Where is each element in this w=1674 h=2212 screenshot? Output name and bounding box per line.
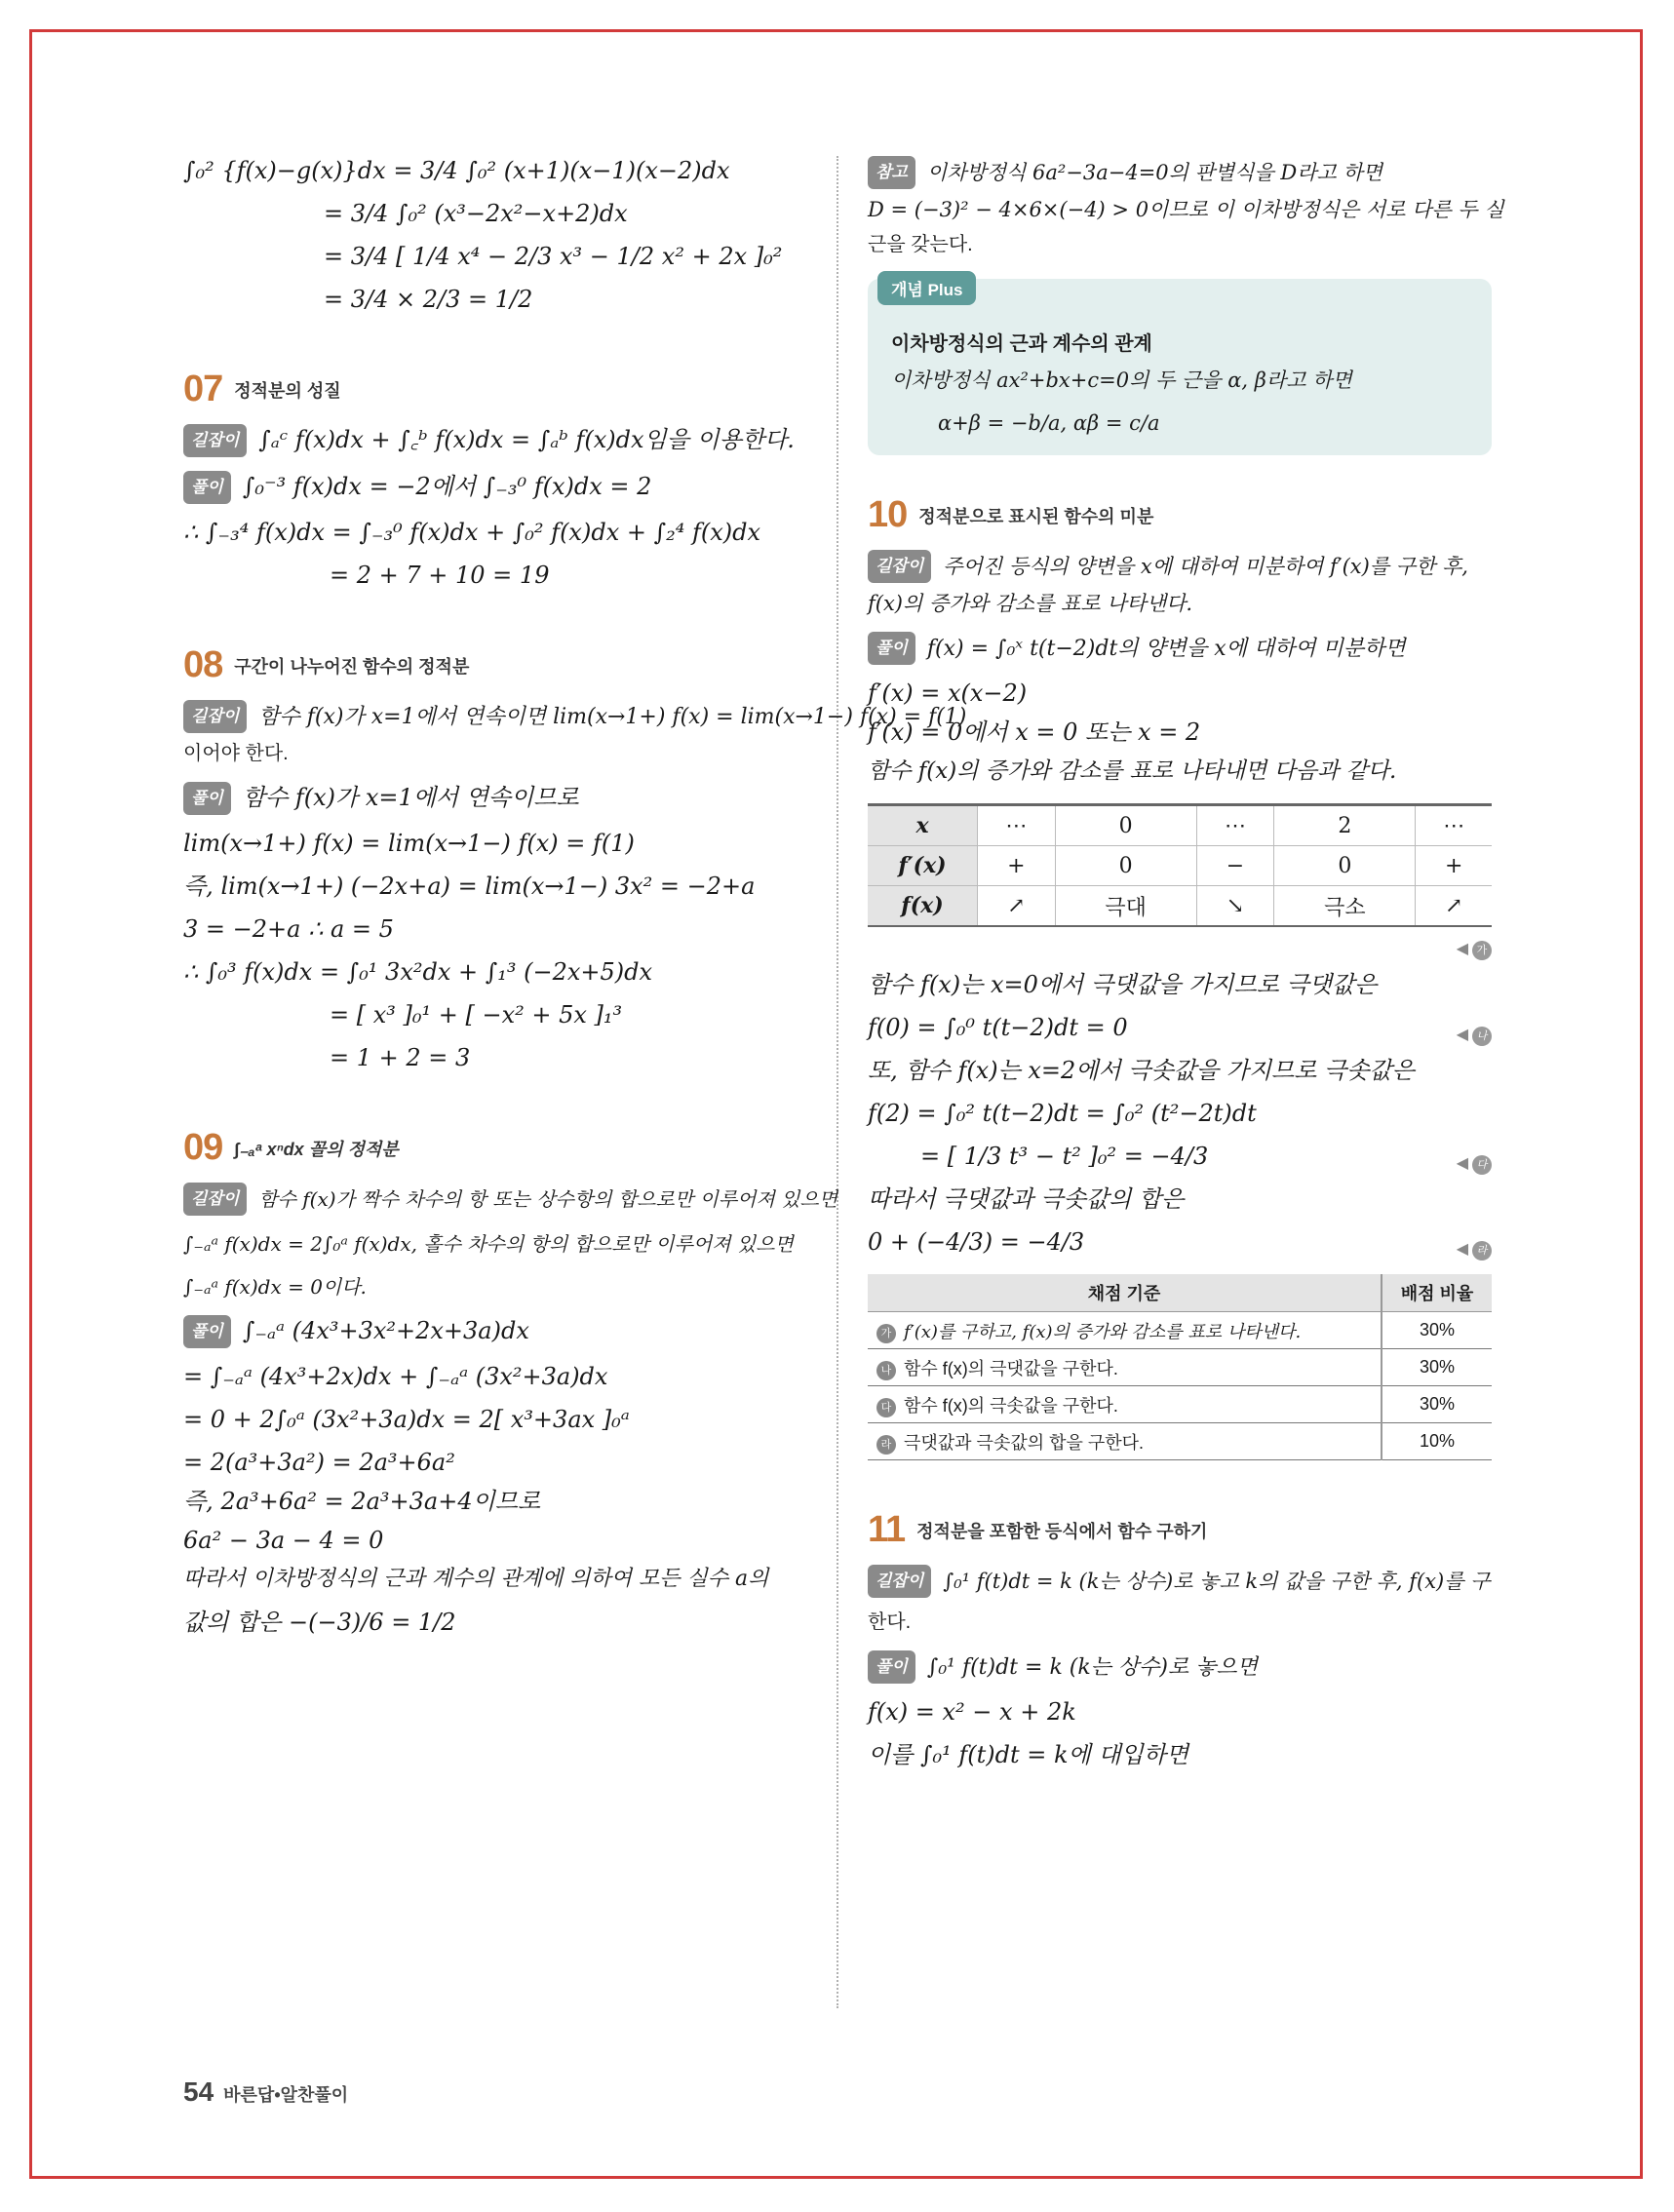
eq-line: f(x) = x² − x + 2k xyxy=(868,1698,1076,1726)
section-number: 10 xyxy=(868,494,908,535)
table-cell: 함수 f(x)의 극댓값을 구한다. xyxy=(904,1358,1118,1378)
concept-plus-text: α+β = −b/a, αβ = c/a xyxy=(938,411,1160,435)
table-header-row xyxy=(868,1274,1492,1312)
table-row xyxy=(868,846,1492,886)
key-text: ∫₀¹ f(t)dt = k (k는 상수)로 놓고 k의 값을 구한 후, f(x)를 구 xyxy=(943,1570,1491,1593)
key-text: ∫₋ₐᵃ f(x)dx = 2∫₀ᵃ f(x)dx, 홀수 차수의 항의 합으로만 이루어져 있으면 xyxy=(183,1232,794,1256)
table-cell: 0 xyxy=(1055,846,1196,886)
footer-label: 바른답•알찬풀이 xyxy=(223,2085,349,2105)
eq-line xyxy=(868,970,1492,999)
section-number: 08 xyxy=(183,644,223,685)
eq-line: f′(x) = 0에서 x = 0 또는 x = 2 xyxy=(868,718,1201,746)
table-row xyxy=(868,1349,1492,1386)
key-text: 주어진 등식의 양변을 x에 대하여 미분하여 f′(x)를 구한 후, xyxy=(943,555,1468,578)
eq-line: 3 = −2+a ∴ a = 5 xyxy=(183,915,394,943)
section-number: 09 xyxy=(183,1127,223,1168)
table-cell: 2 xyxy=(1274,805,1416,846)
table-row xyxy=(868,1423,1492,1460)
table-cell: 10% xyxy=(1382,1423,1492,1460)
eq-line xyxy=(868,1184,1492,1214)
section-number: 07 xyxy=(183,369,223,409)
table-cell: 극대 xyxy=(1055,886,1196,927)
table-cell: 30% xyxy=(1382,1349,1492,1386)
section-07-heading xyxy=(183,369,807,410)
eq-text: f(0) = ∫₀⁰ t(t−2)dt = 0 xyxy=(868,1014,1128,1041)
eq-line xyxy=(868,1013,1492,1042)
section-11-heading xyxy=(868,1509,1492,1551)
eq-line: = 2(a³+3a²) = 2a³+6a² xyxy=(183,1449,455,1476)
section-title: 정적분의 성질 xyxy=(234,381,341,401)
section-10-continued xyxy=(868,970,1492,1257)
triangle-left-icon: ◀ xyxy=(1456,939,1468,957)
eq-line: 함수 f(x)의 증가와 감소를 표로 나타내면 다음과 같다. xyxy=(868,758,1397,784)
table-cell: − xyxy=(1196,846,1274,886)
marker xyxy=(1457,1231,1492,1263)
eq-line: ∫₀² {f(x)−g(x)}dx = 3/4 ∫₀² (x+1)(x−1)(x−2)dx xyxy=(183,157,730,184)
table-cell: f′(x)를 구하고, f(x)의 증가와 감소를 표로 나타낸다. xyxy=(904,1321,1302,1342)
table-cell: ⋯ xyxy=(1196,805,1274,846)
marker xyxy=(1457,1145,1492,1178)
sign-table xyxy=(868,803,1492,927)
eq-line: 따라서 이차방정식의 근과 계수의 관계에 의하여 모든 실수 a의 xyxy=(183,1567,769,1591)
marker xyxy=(1457,1017,1492,1049)
sol-text: ∫₋ₐᵃ (4x³+3x²+2x+3a)dx xyxy=(242,1317,529,1344)
sol-text: ∫₀⁻³ f(x)dx = −2에서 ∫₋₃⁰ f(x)dx = 2 xyxy=(242,473,652,500)
eq-line: = [ x³ ]₀¹ + [ −x² + 5x ]₁³ xyxy=(330,1001,623,1028)
eq-line: 이를 ∫₀¹ f(t)dt = k에 대입하면 xyxy=(868,1741,1189,1768)
table-cell: ↗ xyxy=(1416,886,1492,927)
sol-tag: 풀이 xyxy=(183,1315,231,1348)
table-cell: + xyxy=(1416,846,1492,886)
marker-label: 다 xyxy=(1472,1155,1492,1175)
table-cell: x xyxy=(868,805,978,846)
triangle-left-icon: ◀ xyxy=(1456,1239,1468,1258)
concept-plus-box xyxy=(868,279,1492,455)
table-cell: + xyxy=(978,846,1056,886)
page-footer xyxy=(183,2076,348,2108)
key-tag: 길잡이 xyxy=(183,424,247,457)
key-text: ∫₋ₐᵃ f(x)dx = 0이다. xyxy=(183,1275,367,1299)
marker-label: 나 xyxy=(876,1361,896,1380)
section-title: 정적분을 포함한 등식에서 함수 구하기 xyxy=(916,1522,1208,1541)
key-text: ∫ₐᶜ f(x)dx + ∫꜀ᵇ f(x)dx = ∫ₐᵇ f(x)dx임을 이용한다. xyxy=(258,426,795,453)
page-number: 54 xyxy=(183,2076,214,2107)
eq-line: 즉, lim(x→1+) (−2x+a) = lim(x→1−) 3x² = −2+a xyxy=(183,873,756,900)
eq-line xyxy=(868,1056,1492,1085)
triangle-left-icon: ◀ xyxy=(1456,1025,1468,1043)
section-title: 정적분으로 표시된 함수의 미분 xyxy=(918,507,1154,526)
eq-line: = 3/4 ∫₀² (x³−2x²−x+2)dx xyxy=(324,200,628,227)
ref-text: D = (−3)² − 4×6×(−4) > 0이므로 이 이차방정식은 서로 다른 두 실 xyxy=(868,198,1504,221)
key-text: 한다. xyxy=(868,1611,912,1633)
table-cell: 극소 xyxy=(1274,886,1416,927)
ref-text: 근을 갖는다. xyxy=(868,234,973,255)
marker xyxy=(1457,939,1492,960)
section-09-heading xyxy=(183,1127,807,1169)
eq-line: ∴ ∫₀³ f(x)dx = ∫₀¹ 3x²dx + ∫₁³ (−2x+5)dx xyxy=(183,958,653,986)
column-divider xyxy=(837,156,838,2008)
table-header: 채점 기준 xyxy=(868,1274,1382,1312)
eq-text: = [ 1/3 t³ − t² ]₀² = −4/3 xyxy=(920,1143,1209,1170)
section-10-heading xyxy=(868,494,1492,536)
ref-tag: 참고 xyxy=(868,156,915,189)
marker-row xyxy=(868,927,1492,970)
marker-label: 가 xyxy=(1472,941,1492,960)
sol-tag: 풀이 xyxy=(183,782,231,815)
marker-label: 다 xyxy=(876,1398,896,1417)
key-tag: 길잡이 xyxy=(183,1183,247,1216)
marker-label: 가 xyxy=(876,1324,896,1343)
eq-text: f(2) = ∫₀² t(t−2)dt = ∫₀² (t²−2t)dt xyxy=(868,1100,1257,1127)
sol-text: f(x) = ∫₀ˣ t(t−2)dt의 양변을 x에 대하여 미분하면 xyxy=(926,637,1406,661)
marker-label: 나 xyxy=(1472,1027,1492,1046)
marker-label: 라 xyxy=(1472,1241,1492,1261)
eq-line xyxy=(868,1142,1492,1171)
table-cell: 30% xyxy=(1382,1312,1492,1349)
eq-text: 0 + (−4/3) = −4/3 xyxy=(868,1228,1085,1256)
section-title: ∫₋ₐᵃ xⁿdx 꼴의 정적분 xyxy=(234,1140,399,1159)
eq-line: 6a² − 3a − 4 = 0 xyxy=(183,1527,384,1554)
table-row xyxy=(868,1312,1492,1349)
table-cell: 극댓값과 극솟값의 합을 구한다. xyxy=(904,1432,1145,1453)
eq-line xyxy=(868,1099,1492,1128)
eq-line: 값의 합은 −(−3)/6 = 1/2 xyxy=(183,1609,456,1636)
eq-line: = 0 + 2∫₀ᵃ (3x²+3a)dx = 2[ x³+3ax ]₀ᵃ xyxy=(183,1406,630,1433)
eq-text: 따라서 극댓값과 극솟값의 합은 xyxy=(868,1185,1185,1213)
table-cell: 0 xyxy=(1274,846,1416,886)
eq-line: f′(x) = x(x−2) xyxy=(868,679,1028,707)
eq-line: = 1 + 2 = 3 xyxy=(330,1044,471,1071)
key-tag: 길잡이 xyxy=(183,700,247,733)
section-08-heading xyxy=(183,644,807,686)
key-text: f(x)의 증가와 감소를 표로 나타낸다. xyxy=(868,592,1193,615)
table-cell: ⋯ xyxy=(978,805,1056,846)
table-cell: 0 xyxy=(1055,805,1196,846)
scoring-table xyxy=(868,1274,1492,1460)
eq-text: 함수 f(x)는 x=0에서 극댓값을 가지므로 극댓값은 xyxy=(868,971,1378,998)
right-column xyxy=(868,156,1504,1769)
table-cell: 함수 f(x)의 극솟값을 구한다. xyxy=(904,1395,1118,1416)
table-cell: f′(x) xyxy=(868,846,978,886)
section-title: 구간이 나누어진 함수의 정적분 xyxy=(234,657,470,677)
eq-text: 또, 함수 f(x)는 x=2에서 극솟값을 가지므로 극솟값은 xyxy=(868,1057,1415,1084)
eq-line: lim(x→1+) f(x) = lim(x→1−) f(x) = f(1) xyxy=(183,830,635,857)
key-text: 함수 f(x)가 짝수 차수의 항 또는 상수항의 합으로만 이루어져 있으면 xyxy=(258,1187,838,1211)
table-header: 배점 비율 xyxy=(1382,1274,1492,1312)
eq-line: = 3/4 [ 1/4 x⁴ − 2/3 x³ − 1/2 x² + 2x ]₀² xyxy=(324,243,783,270)
ref-text: 이차방정식 6a²−3a−4=0의 판별식을 D라고 하면 xyxy=(926,161,1383,184)
table-cell: ⋯ xyxy=(1416,805,1492,846)
table-row xyxy=(868,886,1492,927)
eq-line: = 3/4 × 2/3 = 1/2 xyxy=(324,286,533,313)
eq-line: = 2 + 7 + 10 = 19 xyxy=(330,562,550,589)
eq-line xyxy=(868,1227,1492,1257)
section-number: 11 xyxy=(868,1509,906,1550)
sol-tag: 풀이 xyxy=(183,471,231,504)
concept-plus-badge: 개념 Plus xyxy=(877,271,976,305)
marker-label: 라 xyxy=(876,1435,896,1455)
table-cell: ↘ xyxy=(1196,886,1274,927)
sol-tag: 풀이 xyxy=(868,632,915,665)
table-row xyxy=(868,1386,1492,1423)
sol-tag: 풀이 xyxy=(868,1650,915,1684)
key-tag: 길잡이 xyxy=(868,550,931,583)
table-cell: ↗ xyxy=(978,886,1056,927)
eq-line: ∴ ∫₋₃⁴ f(x)dx = ∫₋₃⁰ f(x)dx + ∫₀² f(x)dx + ∫₂⁴ f(x)dx xyxy=(183,519,761,546)
eq-line: 즉, 2a³+6a² = 2a³+3a+4이므로 xyxy=(183,1488,541,1515)
key-text: 함수 f(x)가 x=1에서 연속이면 lim(x→1+) f(x) = lim(x→1−) f(x) = f(1) xyxy=(258,705,967,729)
table-cell: f(x) xyxy=(868,886,978,927)
concept-plus-text: 이차방정식 ax²+bx+c=0의 두 근을 α, β라고 하면 xyxy=(891,369,1352,392)
table-row xyxy=(868,805,1492,846)
concept-plus-heading: 이차방정식의 근과 계수의 관계 xyxy=(891,333,1152,355)
key-text: 이어야 한다. xyxy=(183,743,289,764)
triangle-left-icon: ◀ xyxy=(1456,1153,1468,1172)
eq-line: = ∫₋ₐᵃ (4x³+2x)dx + ∫₋ₐᵃ (3x²+3a)dx xyxy=(183,1363,608,1390)
table-cell: 30% xyxy=(1382,1386,1492,1423)
key-tag: 길잡이 xyxy=(868,1565,931,1598)
sol-text: ∫₀¹ f(t)dt = k (k는 상수)로 놓으면 xyxy=(926,1655,1259,1680)
sol-text: 함수 f(x)가 x=1에서 연속이므로 xyxy=(242,784,579,811)
